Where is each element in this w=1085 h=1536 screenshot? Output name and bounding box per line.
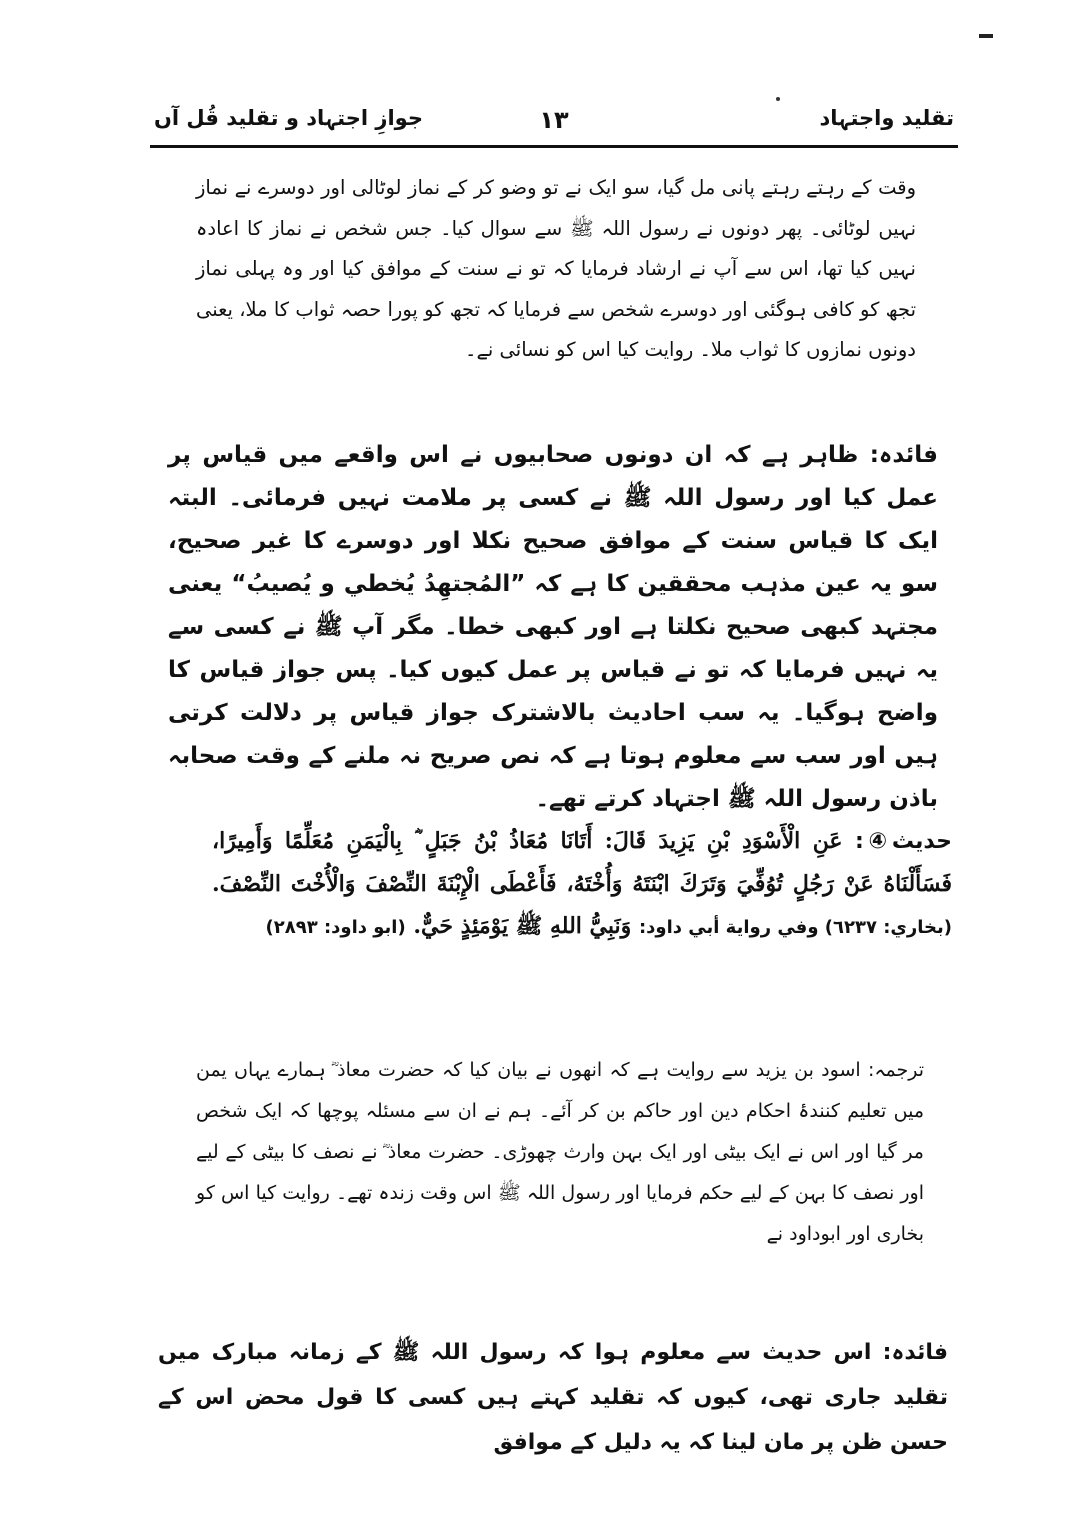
- header-right-title: تقلید واجتہاد: [819, 106, 954, 130]
- paragraph-3-benefit: فائدہ: اس حدیث سے معلوم ہوا کہ رسول اللہ ﷺ کے زمانہ مبارک میں تقلید جاری تھی، کیوں کہ تقلید کہتے ہیں کسی کا قول محض اس کے حسن ظن پر مان لینا کہ یہ دلیل کے موافق: [158, 1340, 948, 1455]
- header-left-title: جوازِ اجتہاد و تقلید قُل آں: [154, 106, 423, 130]
- scan-mark: [979, 34, 993, 38]
- paragraph-1: وقت کے رہتے رہتے پانی مل گیا، سو ایک نے تو وضو کر کے نماز لوٹالی اور دوسرے نے نماز نہیں لوٹائی۔ پھر دونوں نے رسول اللہ ﷺ سے سوال کیا۔ جس شخص نے نماز کا اعادہ نہیں کیا تھا، اس سے آپ نے ارشاد فرمایا کہ تو نے سنت کے موافق کیا اور وہ پہلی نماز تجھ کو کافی ہوگئی اور دوسرے شخص سے فرمایا کہ تجھ کو پورا حصہ ثواب کا ملا، یعنی دونوں نمازوں کا ثواب ملا۔ روایت کیا اس کو نسائی نے۔: [196, 176, 916, 361]
- page-number: ۱۳: [539, 106, 569, 134]
- scan-speck: [776, 97, 780, 101]
- paragraph-2-benefit: فائدہ: ظاہر ہے کہ ان دونوں صحابیوں نے اس واقعے میں قیاس پر عمل کیا اور رسول اللہ ﷺ نے کسی پر ملامت نہیں فرمائی۔ البتہ ایک کا قیاس سنت کے موافق صحیح نکلا اور دوسرے کا غیر صحیح، سو یہ عین مذہب محققین کا ہے کہ ”المُجتهِدُ يُخطي و يُصيبُ“ یعنی مجتہد کبھی صحیح نکلتا ہے اور کبھی خطا۔ مگر آپ ﷺ نے کسی سے یہ نہیں فرمایا کہ تو نے قیاس پر عمل کیوں کیا۔ پس جواز قیاس کا واضح ہوگیا۔ یہ سب احادیث بالاشترک جواز قیاس پر دلالت کرتی ہیں اور سب سے معلوم ہوتا ہے کہ نص صریح نہ ملنے کے وقت صحابہ باذن رسول اللہ ﷺ اجتہاد کرتے تھے۔: [168, 442, 938, 812]
- hadith-reference-1: (بخاري: ٦٢٣٧) وفي رواية أبي داود:: [638, 917, 952, 938]
- hadith-label: حدیث④:: [854, 829, 952, 854]
- hadith-arabic-text: عَنِ الْأَسْوَدِ بْنِ يَزِيدَ قَالَ: أَتَانَا مُعَاذُ بْنُ جَبَلٍ ؓ بِالْيَمَنِ مُعَلِّمًا وَأَمِيرًا، فَسَأَلْنَاهُ عَنْ رَجُلٍ تُوُفِّيَ وَتَرَكَ ابْنَتَهُ وَأُخْتَهُ، فَأَعْطَى الْإِبْنَةَ النِّصْفَ وَالْأُخْتَ النِّصْفَ.: [212, 828, 952, 897]
- translation-paragraph: ترجمہ: اسود بن یزید سے روایت ہے کہ انھوں نے بیان کیا کہ حضرت معاذ ؓ ہمارے یہاں یمن میں تعلیم کنندۂ احکام دین اور حاکم بن کر آئے۔ ہم نے ان سے مسئلہ پوچھا کہ ایک شخص مر گیا اور اس نے ایک بیٹی اور ایک بہن وارث چھوڑی۔ حضرت معاذ ؓ نے نصف کا بیٹی کے لیے اور نصف کا بہن کے لیے حکم فرمایا اور رسول اللہ ﷺ اس وقت زندہ تھے۔ روایت کیا اس کو بخاری اور ابوداود نے: [196, 1059, 924, 1245]
- hadith-reference-2: (ابو داود: ٢٨٩٣): [265, 917, 406, 938]
- hadith-arabic-text-2: وَنَبِيُّ اللهِ ﷺ يَوْمَئِذٍ حَيٌّ.: [413, 913, 632, 939]
- header-rule: [150, 145, 958, 148]
- running-header: [150, 104, 958, 144]
- hadith-block: [212, 820, 952, 949]
